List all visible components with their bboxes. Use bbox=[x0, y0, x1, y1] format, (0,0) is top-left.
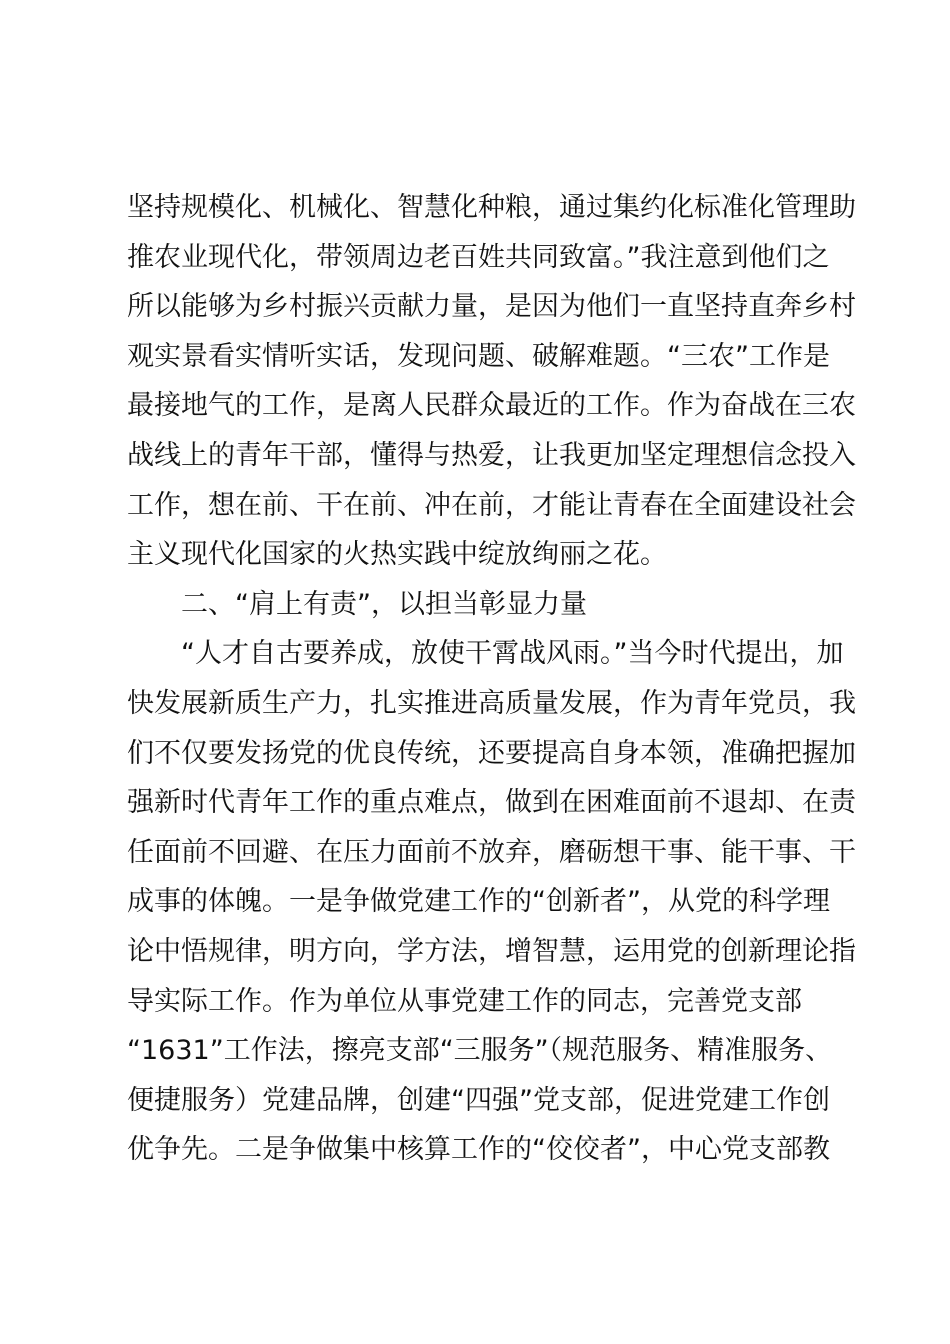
text-line: 快发展新质生产力，扎实推进高质量发展，作为青年党员，我 bbox=[127, 687, 856, 719]
text-line: 观实景看实情听实话，发现问题、破解难题。“三农”工作是 bbox=[127, 340, 830, 372]
paragraph-continued bbox=[127, 183, 856, 580]
text-line: 优争先。二是争做集中核算工作的“佼佼者”，中心党支部教 bbox=[127, 1134, 830, 1166]
text-line: 主义现代化国家的火热实践中绽放绚丽之花。 bbox=[127, 539, 667, 571]
text-line: 所以能够为乡村振兴贡献力量，是因为他们一直坚持直奔乡村 bbox=[127, 291, 856, 323]
text-line: 论中悟规律，明方向，学方法，增智慧，运用党的创新理论指 bbox=[127, 935, 856, 967]
text-line: 工作，想在前、干在前、冲在前，才能让青春在全面建设社会 bbox=[127, 489, 856, 521]
text-line: 导实际工作。作为单位从事党建工作的同志，完善党支部 bbox=[127, 985, 802, 1017]
text-line: “1631”工作法，擦亮支部“三服务”（规范服务、精准服务、 bbox=[127, 1035, 833, 1067]
document-body bbox=[127, 183, 856, 1175]
paragraph-2 bbox=[127, 629, 856, 1175]
text-line: 最接地气的工作，是离人民群众最近的工作。作为奋战在三农 bbox=[127, 390, 856, 422]
text-line: 们不仅要发扬党的优良传统，还要提高自身本领，准确把握加 bbox=[127, 737, 856, 769]
text-line: 成事的体魄。一是争做党建工作的“创新者”，从党的科学理 bbox=[127, 886, 830, 918]
text-line: 便捷服务）党建品牌，创建“四强”党支部，促进党建工作创 bbox=[127, 1084, 830, 1116]
text-line: “人才自古要养成，放使干霄战风雨。”当今时代提出，加 bbox=[181, 638, 844, 670]
text-line: 推农业现代化，带领周边老百姓共同致富。”我注意到他们之 bbox=[127, 241, 830, 273]
text-line: 强新时代青年工作的重点难点，做到在困难面前不退却、在责 bbox=[127, 787, 856, 819]
text-line: 战线上的青年干部，懂得与热爱，让我更加坚定理想信念投入 bbox=[127, 439, 856, 471]
section-heading: 二、“肩上有责”，以担当彰显力量 bbox=[181, 588, 587, 620]
text-line: 任面前不回避、在压力面前不放弃，磨砺想干事、能干事、干 bbox=[127, 836, 856, 868]
text-line: 坚持规模化、机械化、智慧化种粮，通过集约化标准化管理助 bbox=[127, 192, 856, 223]
